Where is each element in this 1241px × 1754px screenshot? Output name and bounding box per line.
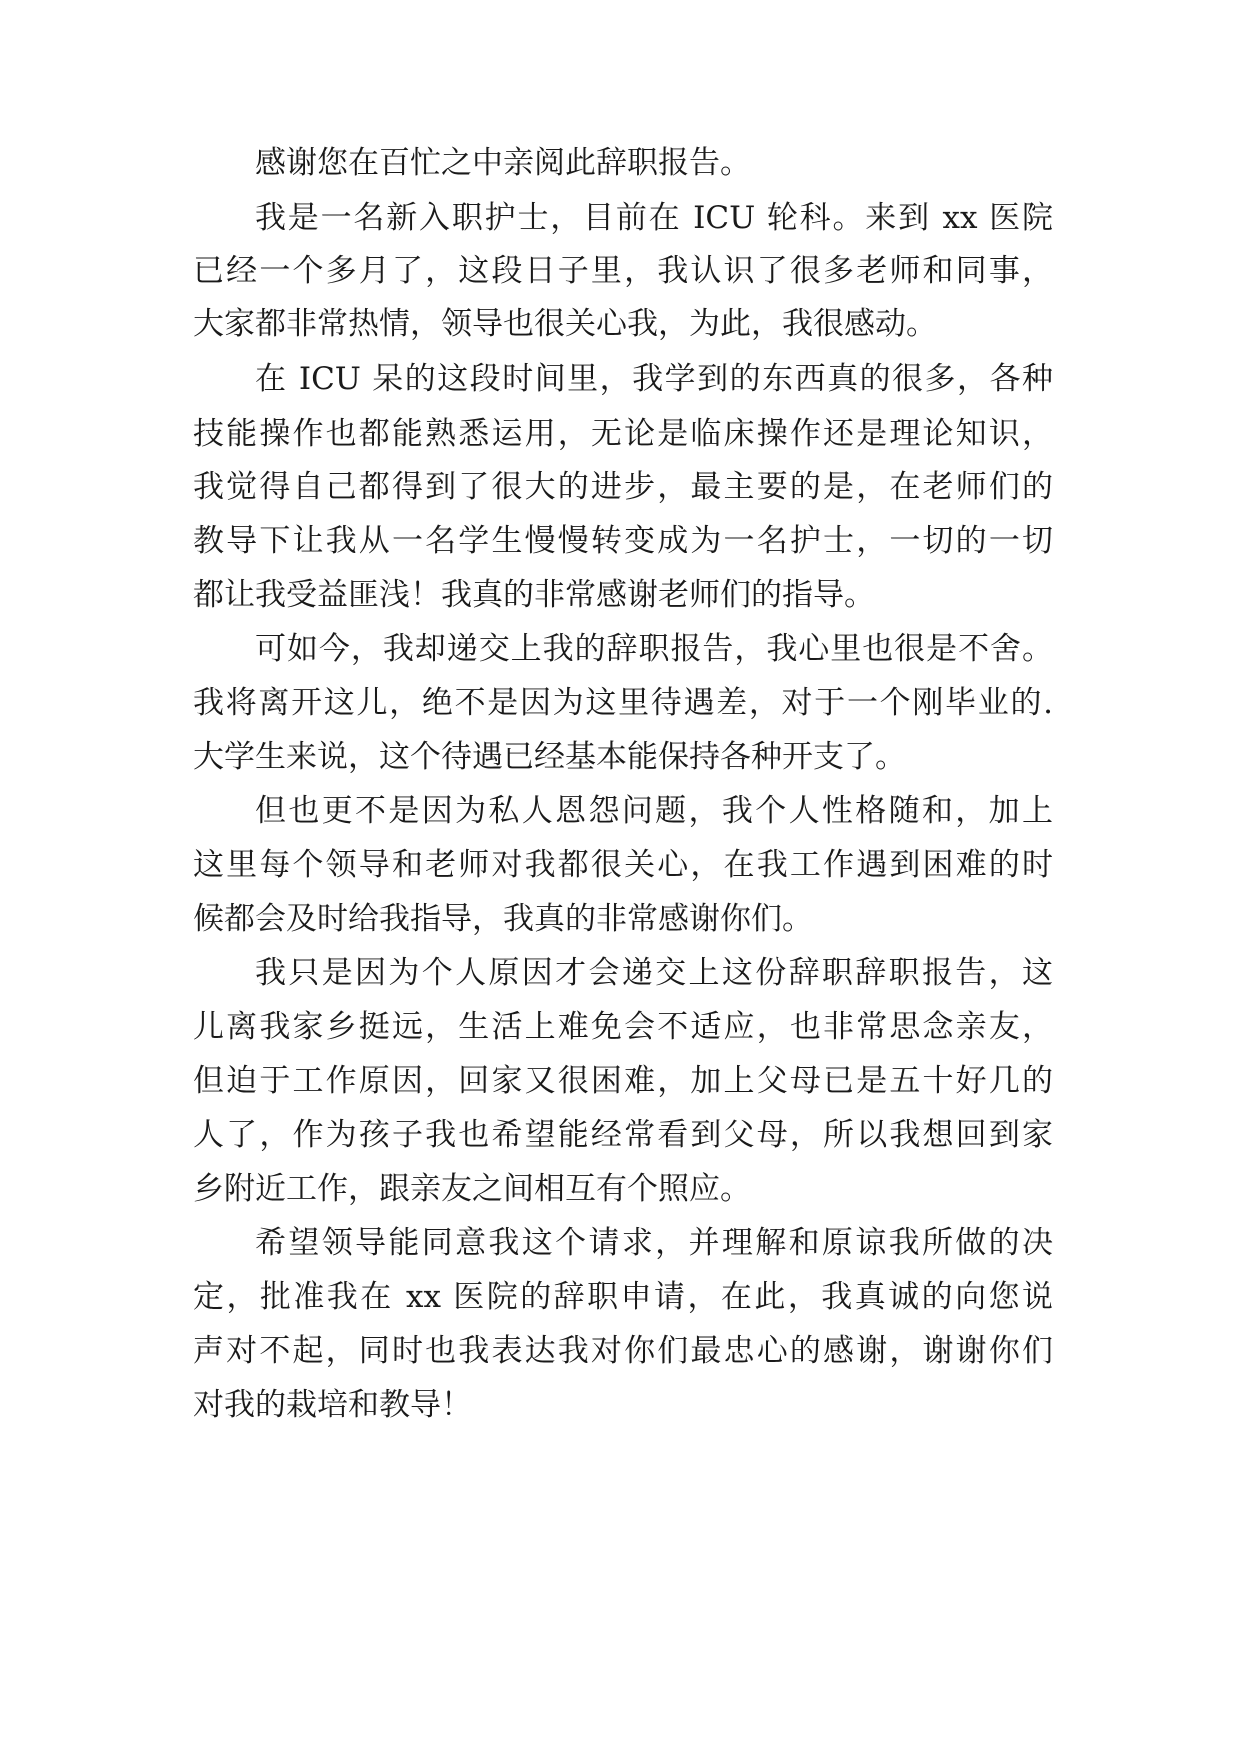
paragraph-line: 对我的栽培和教导！ (193, 1387, 472, 1423)
paragraph-line: 我觉得自己都得到了很大的进步，最主要的是，在老师们的 (193, 469, 1053, 505)
paragraph-line: 我只是因为个人原因才会递交上这份辞职辞职报告，这 (255, 955, 1053, 991)
paragraph-line: 但也更不是因为私人恩怨问题，我个人性格随和，加上 (255, 793, 1053, 829)
paragraph-line: 教导下让我从一名学生慢慢转变成为一名护士，一切的一切 (193, 523, 1053, 559)
paragraph-line: 人了，作为孩子我也希望能经常看到父母，所以我想回到家 (193, 1117, 1053, 1153)
paragraph-line: 定，批准我在 xx 医院的辞职申请，在此，我真诚的向您说 (193, 1279, 1053, 1315)
paragraph-line: 但迫于工作原因，回家又很困难，加上父母已是五十好几的 (193, 1063, 1053, 1099)
paragraph-line: 声对不起，同时也我表达我对你们最忠心的感谢，谢谢你们 (193, 1333, 1053, 1369)
paragraph-line: 我是一名新入职护士，目前在 ICU 轮科。来到 xx 医院 (255, 200, 1053, 236)
paragraph-line: 大家都非常热情，领导也很关心我，为此，我很感动。 (193, 306, 937, 342)
paragraph-line: 我将离开这儿，绝不是因为这里待遇差，对于一个刚毕业的. (193, 685, 1053, 721)
paragraph-line: 希望领导能同意我这个请求，并理解和原谅我所做的决 (255, 1225, 1053, 1261)
paragraph-line: 技能操作也都能熟悉运用，无论是临床操作还是理论知识， (193, 416, 1053, 452)
paragraph-line: 儿离我家乡挺远，生活上难免会不适应，也非常思念亲友， (193, 1009, 1053, 1045)
paragraph-line: 感谢您在百忙之中亲阅此辞职报告。 (255, 145, 751, 181)
paragraph-line: 这里每个领导和老师对我都很关心，在我工作遇到困难的时 (193, 847, 1053, 883)
paragraph-line: 都让我受益匪浅！我真的非常感谢老师们的指导。 (193, 577, 875, 613)
paragraph-line: 可如今，我却递交上我的辞职报告，我心里也很是不舍。 (255, 631, 1053, 667)
paragraph-line: 大学生来说，这个待遇已经基本能保持各种开支了。 (193, 739, 906, 775)
paragraph-line: 候都会及时给我指导，我真的非常感谢你们。 (193, 901, 813, 937)
paragraph-line: 已经一个多月了，这段日子里，我认识了很多老师和同事， (193, 253, 1053, 289)
paragraph-line: 乡附近工作，跟亲友之间相互有个照应。 (193, 1171, 751, 1207)
paragraph-line: 在 ICU 呆的这段时间里，我学到的东西真的很多，各种 (255, 361, 1053, 397)
